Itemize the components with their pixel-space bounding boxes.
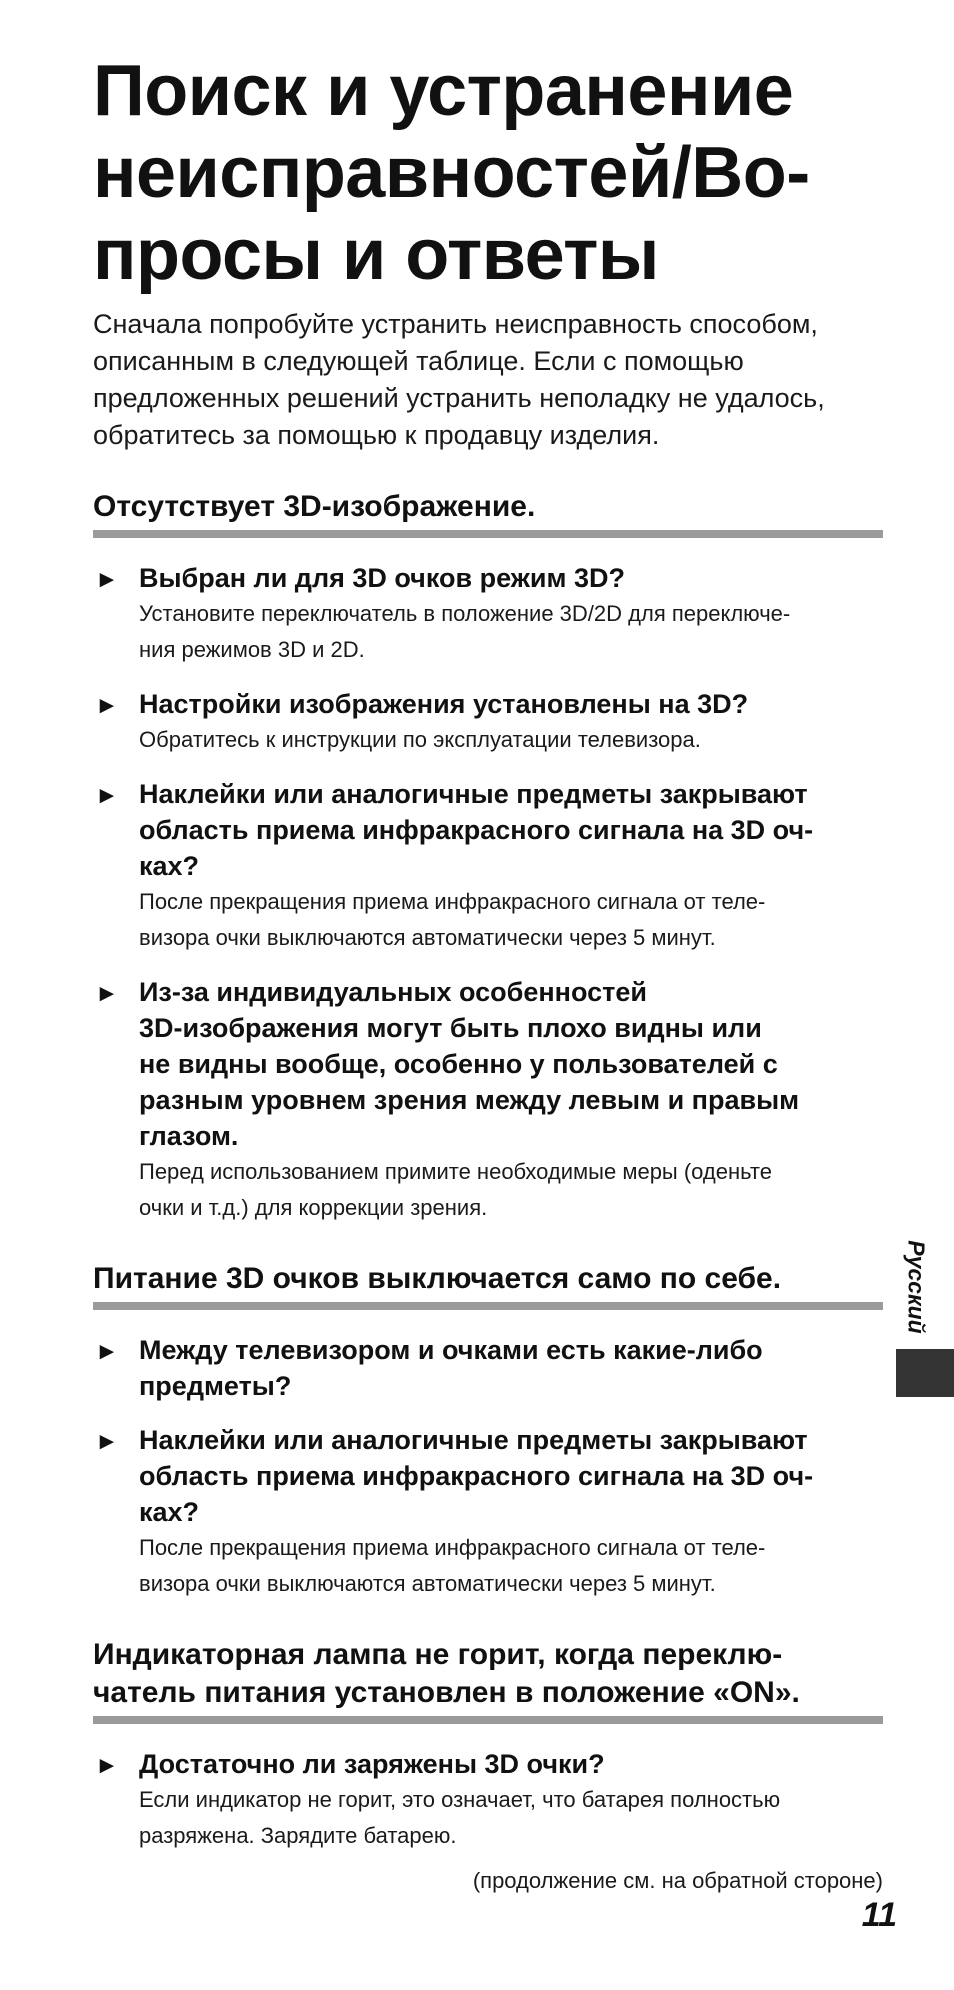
troubleshooting-sections <box>93 488 883 1854</box>
language-label-text: Русский <box>903 1240 930 1334</box>
faq-question-line: предметы? <box>139 1371 292 1401</box>
title-line: просы и ответы <box>93 215 659 295</box>
faq-question-line: разным уровнем зрения между левым и правым <box>139 1085 800 1115</box>
faq-question-line: ках? <box>139 851 200 881</box>
faq-answer <box>139 1154 883 1226</box>
faq-answer-line: Обратитесь к инструкции по эксплуатации телевизора. <box>139 727 701 752</box>
faq-question-line: Настройки изображения установлены на 3D? <box>139 689 749 719</box>
faq-answer <box>139 722 883 758</box>
faq-question <box>139 776 883 884</box>
faq-answer-line: После прекращения приема инфракрасного сигнала от теле- <box>139 889 766 914</box>
faq-question-line: Из-за индивидуальных особенностей <box>139 977 647 1007</box>
section-header-line: Питание 3D очков выключается само по себе. <box>93 1262 782 1295</box>
faq-question-line: ках? <box>139 1497 200 1527</box>
arrow-icon: ► <box>95 1338 119 1365</box>
faq-answer-line: Если индикатор не горит, это означает, что батарея полностью <box>139 1787 781 1812</box>
language-label <box>896 1232 936 1342</box>
language-tab-marker <box>896 1349 954 1397</box>
arrow-icon: ► <box>95 782 119 809</box>
intro-line: Сначала попробуйте устранить неисправность способом, <box>93 309 818 339</box>
faq-question-line: 3D-изображения могут быть плохо видны или <box>139 1013 762 1043</box>
intro-line: описанным в следующей таблице. Если с помощью <box>93 346 744 376</box>
arrow-icon: ► <box>95 1428 119 1455</box>
faq-question-line: область приема инфракрасного сигнала на 3D оч- <box>139 815 814 845</box>
faq-question-line: Наклейки или аналогичные предметы закрывают <box>139 779 808 809</box>
faq-question-line: Между телевизором и очками есть какие-либо <box>139 1335 763 1365</box>
faq-question-line: Достаточно ли заряжены 3D очки? <box>139 1749 605 1779</box>
faq-answer-line: Установите переключатель в положение 3D/2D для переключе- <box>139 601 791 626</box>
page-number: 11 <box>861 1896 897 1934</box>
faq-answer-line: разряжена. Зарядите батарею. <box>139 1823 457 1848</box>
faq-answer-line: визора очки выключаются автоматически через 5 минут. <box>139 1571 716 1596</box>
faq-item <box>93 974 883 1226</box>
faq-answer-line: ния режимов 3D и 2D. <box>139 637 365 662</box>
page-content <box>93 50 883 1888</box>
section-header <box>93 1260 883 1310</box>
faq-question-line: Наклейки или аналогичные предметы закрывают <box>139 1425 808 1455</box>
title-line: неисправностей/Во- <box>93 133 810 213</box>
faq-item <box>93 560 883 668</box>
faq-answer-line: Перед использованием примите необходимые меры (оденьте <box>139 1159 772 1184</box>
faq-answer-line: визора очки выключаются автоматически через 5 минут. <box>139 925 716 950</box>
faq-answer <box>139 596 883 668</box>
arrow-icon: ► <box>95 566 119 593</box>
faq-section <box>93 1260 883 1602</box>
intro-line: обратитесь за помощью к продавцу изделия. <box>93 420 660 450</box>
faq-answer <box>139 1782 883 1854</box>
faq-question <box>139 1746 883 1782</box>
section-header-line: чатель питания установлен в положение «ON». <box>93 1676 800 1709</box>
arrow-icon: ► <box>95 692 119 719</box>
faq-question-line: глазом. <box>139 1121 239 1151</box>
continued-note: (продолжение см. на обратной стороне) <box>472 1868 883 1893</box>
faq-answer-line: очки и т.д.) для коррекции зрения. <box>139 1195 488 1220</box>
arrow-icon: ► <box>95 1752 119 1779</box>
faq-question <box>139 974 883 1154</box>
faq-item <box>93 1422 883 1602</box>
section-header <box>93 1636 883 1724</box>
faq-answer <box>139 1530 883 1602</box>
faq-question-line: не видны вообще, особенно у пользователей с <box>139 1049 778 1079</box>
section-header-line: Индикаторная лампа не горит, когда переклю- <box>93 1638 783 1671</box>
faq-item <box>93 1332 883 1404</box>
faq-question <box>139 686 883 722</box>
faq-section <box>93 488 883 1226</box>
faq-section <box>93 1636 883 1854</box>
faq-question-line: область приема инфракрасного сигнала на 3D оч- <box>139 1461 814 1491</box>
faq-question <box>139 1422 883 1530</box>
faq-answer-line: После прекращения приема инфракрасного сигнала от теле- <box>139 1535 766 1560</box>
intro-paragraph <box>93 306 883 454</box>
faq-answer <box>139 884 883 956</box>
section-header-line: Отсутствует 3D-изображение. <box>93 490 536 523</box>
faq-question <box>139 560 883 596</box>
intro-line: предложенных решений устранить неполадку не удалось, <box>93 383 825 413</box>
arrow-icon: ► <box>95 980 119 1007</box>
faq-item <box>93 1746 883 1854</box>
faq-question <box>139 1332 883 1404</box>
section-header <box>93 488 883 538</box>
title-line: Поиск и устранение <box>93 51 794 131</box>
page-title <box>93 50 883 296</box>
faq-item <box>93 686 883 758</box>
faq-item <box>93 776 883 956</box>
faq-question-line: Выбран ли для 3D очков режим 3D? <box>139 563 625 593</box>
